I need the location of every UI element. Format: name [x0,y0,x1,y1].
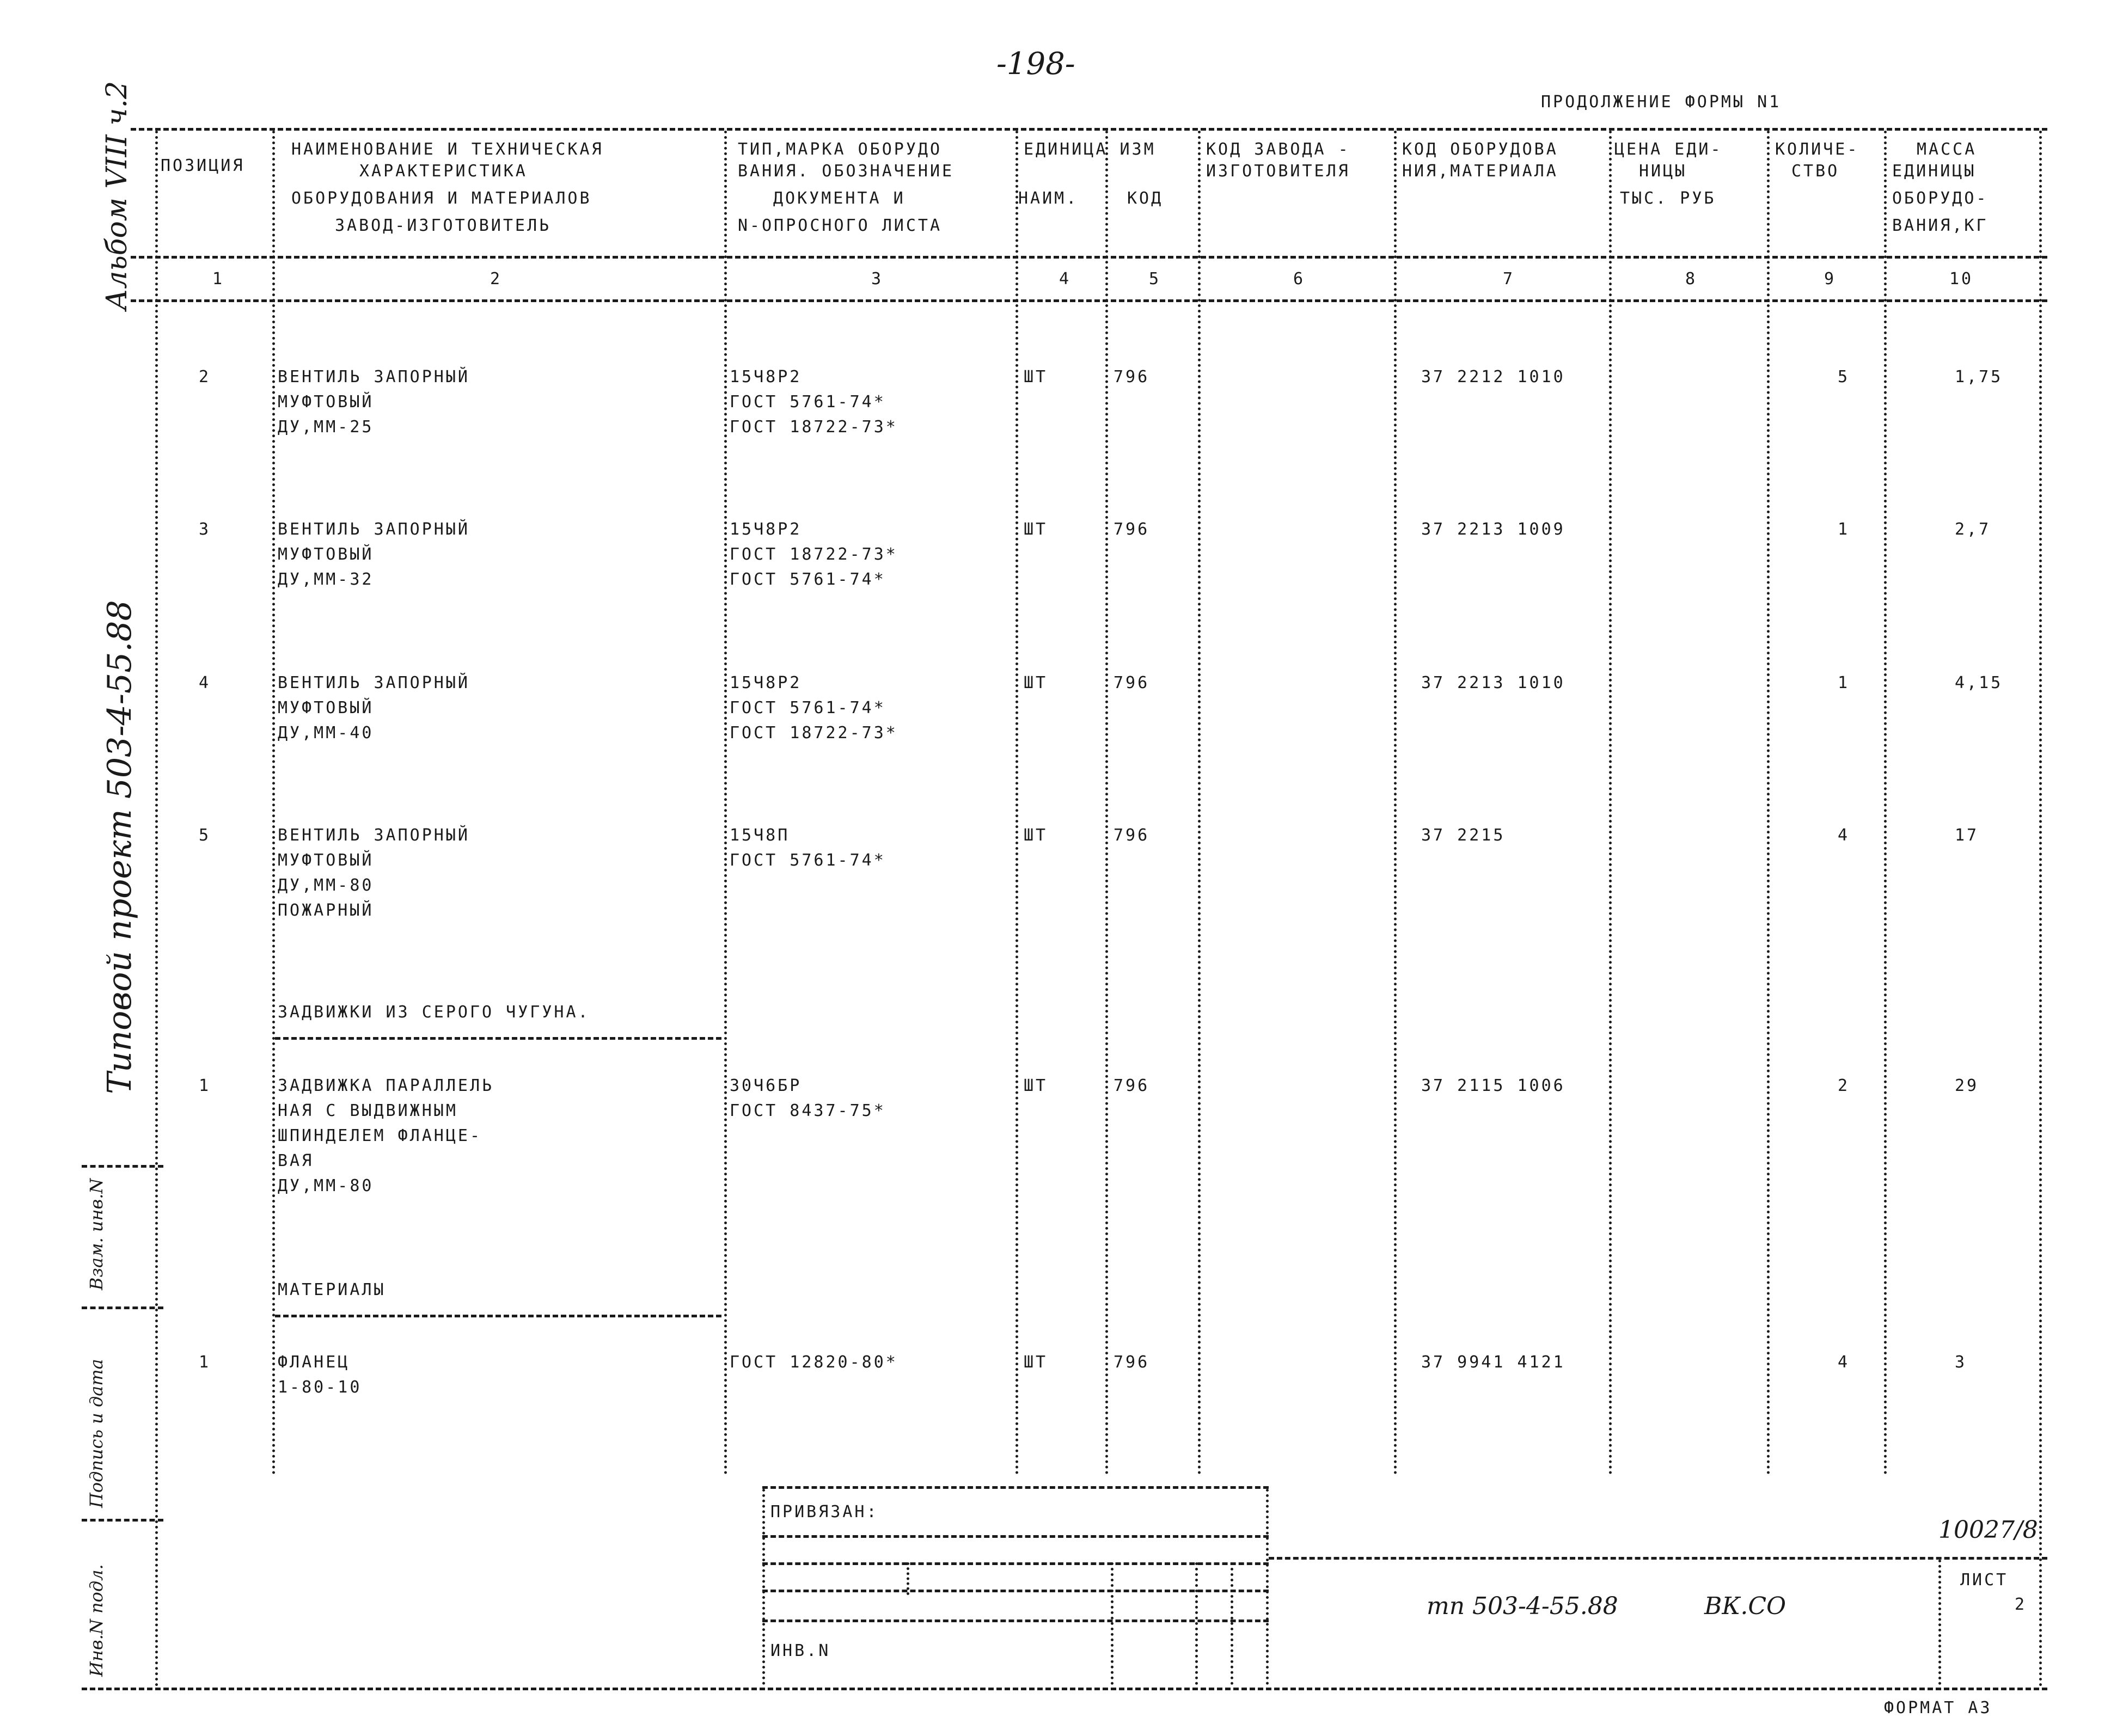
flange-row-unit: ШТ [1024,1353,1048,1372]
header-unit-name: НАИМ. [1018,189,1079,208]
margin-stamp-rule-2 [82,1306,163,1309]
header-position: ПОЗИЦИЯ [161,156,245,175]
header-plant-code-2: ИЗГОТОВИТЕЛЯ [1206,162,1350,181]
header-name-4: ЗАВОД-ИЗГОТОВИТЕЛЬ [335,216,552,235]
row-4-code: 796 [1113,826,1150,845]
flange-row-type-1: ГОСТ 12820-80* [730,1353,898,1372]
header-qty-2: СТВО [1791,162,1840,181]
col-sep-8 [1767,131,1770,1475]
row-2-qty: 1 [1838,520,1850,539]
stamp-replace-inv: Взам. инв.N [86,1178,107,1290]
flange-row-equip-code: 37 9941 4121 [1421,1353,1565,1372]
title-sheet-mark: ВК.СО [1704,1592,1786,1620]
project-label: Типовой проект 503-4-55.88 [101,600,139,1094]
gate-row-mass: 29 [1955,1076,1979,1095]
row-4-unit: ШТ [1024,826,1048,845]
title-sheet-label: ЛИСТ [1960,1571,2009,1590]
title-block-rule-2 [762,1562,1269,1565]
header-name-1: НАИМЕНОВАНИЕ И ТЕХНИЧЕСКАЯ [291,140,604,159]
row-1-name-1: ВЕНТИЛЬ ЗАПОРНЫЙ [278,367,470,387]
margin-stamp-rule-1 [82,1165,163,1168]
row-1-mass: 1,75 [1955,367,2003,387]
row-2-type-3: ГОСТ 5761-74* [730,570,886,589]
col-sep-7 [1609,131,1612,1475]
gate-row-pos: 1 [199,1076,211,1095]
row-4-pos: 5 [199,826,211,845]
stamp-original-inv: Инв.N подл. [86,1564,107,1677]
title-block-rule-3 [1269,1557,2047,1560]
title-block-rule-1 [762,1535,1269,1538]
row-1-equip-code: 37 2212 1010 [1421,367,1565,387]
gate-row-name-1: ЗАДВИЖКА ПАРАЛЛЕЛЬ [278,1076,494,1095]
gate-row-name-4: ВАЯ [278,1151,314,1170]
flange-row-name-1: ФЛАНЕЦ [278,1353,350,1372]
header-name-3: ОБОРУДОВАНИЯ И МАТЕРИАЛОВ [291,189,592,208]
flange-row-pos: 1 [199,1353,211,1372]
gate-row-name-3: ШПИНДЕЛЕМ ФЛАНЦЕ- [278,1126,482,1145]
title-block-sheet-sep [1938,1560,1941,1685]
section-materials-rule [275,1315,721,1317]
header-qty-1: КОЛИЧЕ- [1775,140,1859,159]
title-inv-label: ИНВ.N [770,1641,831,1660]
header-name-2: ХАРАКТЕРИСТИКА [359,162,528,181]
row-4-qty: 4 [1838,826,1850,845]
gate-row-type-2: ГОСТ 8437-75* [730,1101,886,1120]
stamp-signature-date: Подпись и дата [86,1359,107,1508]
header-price-1: ЦЕНА ЕДИ- [1614,140,1723,159]
gate-row-unit: ШТ [1024,1076,1048,1095]
title-block-col-2 [1111,1562,1113,1685]
row-1-name-3: ДУ,ММ-25 [278,418,374,437]
row-2-name-2: МУФТОВЫЙ [278,545,374,564]
col-sep-4 [1105,131,1108,1475]
header-mass-3: ОБОРУДО- [1892,189,1989,208]
header-unit: ЕДИНИЦА ИЗМ [1024,140,1156,159]
row-3-code: 796 [1113,673,1150,692]
row-3-name-1: ВЕНТИЛЬ ЗАПОРНЫЙ [278,673,470,692]
row-3-unit: ШТ [1024,673,1048,692]
row-2-mass: 2,7 [1955,520,1991,539]
flange-row-qty: 4 [1838,1353,1850,1372]
row-4-equip-code: 37 2215 [1421,826,1506,845]
gate-row-equip-code: 37 2115 1006 [1421,1076,1565,1095]
title-block-col-1 [907,1562,909,1595]
col-number-6: 6 [1293,269,1306,289]
col-number-5: 5 [1149,269,1161,289]
header-type-1: ТИП,МАРКА ОБОРУДО [738,140,943,159]
row-3-equip-code: 37 2213 1010 [1421,673,1565,692]
row-2-unit: ШТ [1024,520,1048,539]
row-2-name-1: ВЕНТИЛЬ ЗАПОРНЫЙ [278,520,470,539]
col-number-10: 10 [1949,269,1974,289]
flange-row-name-2: 1-80-10 [278,1378,362,1397]
row-2-name-3: ДУ,ММ-32 [278,570,374,589]
row-2-type-1: 15Ч8Р2 [730,520,802,539]
header-equip-code-1: КОД ОБОРУДОВА [1402,140,1558,159]
col-sep-5 [1198,131,1201,1475]
album-label: Альбом VIII ч.2 [101,81,133,310]
row-3-type-2: ГОСТ 5761-74* [730,698,886,717]
header-mass-2: ЕДИНИЦЫ [1892,162,1977,181]
row-1-type-1: 15Ч8Р2 [730,367,802,387]
row-1-type-2: ГОСТ 5761-74* [730,392,886,412]
title-block-top [762,1486,1269,1489]
row-2-type-2: ГОСТ 18722-73* [730,545,898,564]
row-2-pos: 3 [199,520,211,539]
title-block-col-4 [1231,1562,1233,1685]
row-4-type-2: ГОСТ 5761-74* [730,851,886,870]
col-sep-3 [1015,131,1018,1475]
header-type-3: ДОКУМЕНТА И [773,189,906,208]
page-number: -198- [996,46,1075,82]
header-type-2: ВАНИЯ. ОБОЗНАЧЕНИЕ [738,162,955,181]
title-block-col-3 [1195,1562,1198,1685]
title-sheet-number: 2 [2015,1595,2027,1614]
col-number-7: 7 [1503,269,1515,289]
col-number-9: 9 [1824,269,1837,289]
header-price-3: ТЫС. РУБ [1620,189,1716,208]
col-number-1: 1 [212,269,225,289]
row-1-unit: ШТ [1024,367,1048,387]
row-3-pos: 4 [199,673,211,692]
title-doc-code: тп 503-4-55.88 [1427,1592,1618,1620]
col-number-3: 3 [871,269,884,289]
row-4-name-3: ДУ,ММ-80 [278,876,374,895]
col-sep-1 [272,131,275,1475]
col-number-4: 4 [1059,269,1072,289]
col-sep-6 [1394,131,1397,1475]
handwritten-number: 10027/8 [1938,1516,2038,1544]
header-equip-code-2: НИЯ,МАТЕРИАЛА [1402,162,1558,181]
row-3-qty: 1 [1838,673,1850,692]
header-type-4: N-ОПРОСНОГО ЛИСТА [738,216,943,235]
form-title: ПРОДОЛЖЕНИЕ ФОРМЫ N1 [1541,93,1782,112]
col-sep-left [155,131,158,1688]
row-4-type-1: 15Ч8П [730,826,790,845]
row-4-mass: 17 [1955,826,1979,845]
title-bound-label: ПРИВЯЗАН: [770,1502,879,1522]
row-2-equip-code: 37 2213 1009 [1421,520,1565,539]
gate-row-name-2: НАЯ С ВЫДВИЖНЫМ [278,1101,458,1120]
gate-row-name-5: ДУ,ММ-80 [278,1176,374,1195]
format-label: ФОРМАТ А3 [1884,1698,1992,1717]
col-sep-2 [724,131,727,1475]
col-sep-right [2039,131,2042,1688]
row-3-name-2: МУФТОВЫЙ [278,698,374,717]
header-price-2: НИЦЫ [1639,162,1687,181]
row-1-name-2: МУФТОВЫЙ [278,392,374,412]
row-2-code: 796 [1113,520,1150,539]
row-4-name-1: ВЕНТИЛЬ ЗАПОРНЫЙ [278,826,470,845]
header-plant-code-1: КОД ЗАВОДА - [1206,140,1350,159]
title-block-rule-5 [762,1620,1269,1622]
row-4-name-4: ПОЖАРНЫЙ [278,901,374,920]
title-block-right [1266,1489,1269,1685]
flange-row-mass: 3 [1955,1353,1967,1372]
margin-stamp-rule-3 [82,1519,163,1522]
section-materials: МАТЕРИАЛЫ [278,1280,386,1299]
row-3-type-3: ГОСТ 18722-73* [730,723,898,743]
gate-row-code: 796 [1113,1076,1150,1095]
header-mass-1: МАССА [1917,140,1977,159]
row-1-qty: 5 [1838,367,1850,387]
row-3-name-3: ДУ,ММ-40 [278,723,374,743]
row-1-code: 796 [1113,367,1150,387]
row-1-type-3: ГОСТ 18722-73* [730,418,898,437]
flange-row-code: 796 [1113,1353,1150,1372]
row-3-mass: 4,15 [1955,673,2003,692]
row-1-pos: 2 [199,367,211,387]
page-bottom-rule [82,1688,2047,1690]
section-gate-valves-rule [275,1037,721,1040]
table-top-rule [131,128,2047,131]
header-mass-4: ВАНИЯ,КГ [1892,216,1989,235]
gate-row-qty: 2 [1838,1076,1850,1095]
gate-row-type-1: 30Ч6БР [730,1076,802,1095]
col-number-2: 2 [490,269,503,289]
title-block-rule-4 [762,1590,1269,1592]
header-bottom-rule [131,256,2047,259]
row-4-name-2: МУФТОВЫЙ [278,851,374,870]
row-3-type-1: 15Ч8Р2 [730,673,802,692]
col-number-8: 8 [1685,269,1698,289]
numbers-bottom-rule [131,299,2047,302]
section-gate-valves: ЗАДВИЖКИ ИЗ СЕРОГО ЧУГУНА. [278,1003,590,1022]
col-sep-9 [1884,131,1887,1475]
header-unit-code: КОД [1127,189,1164,208]
title-block-left [762,1489,765,1685]
